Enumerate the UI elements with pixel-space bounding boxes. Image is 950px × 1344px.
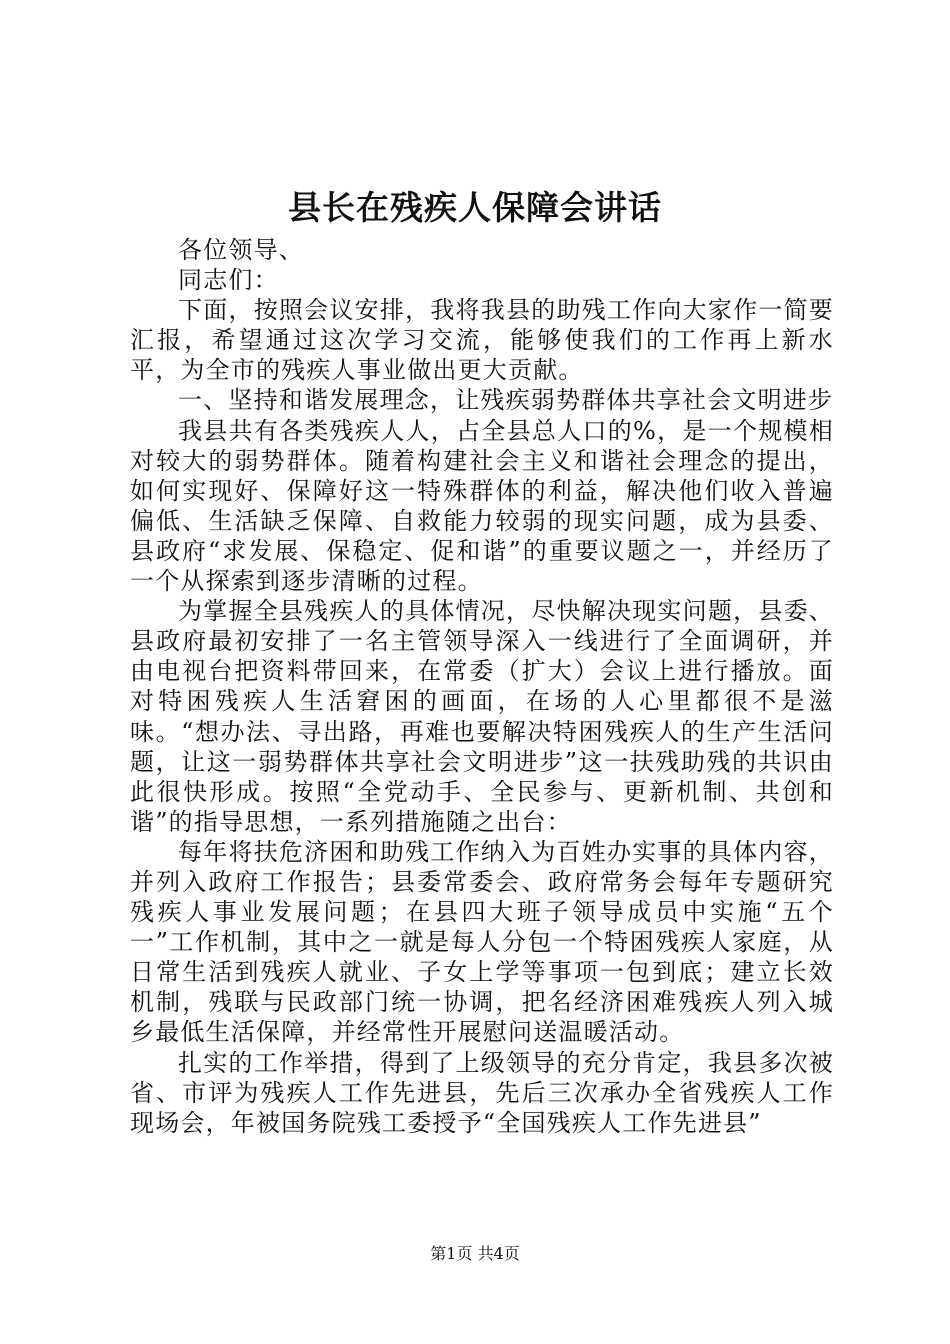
page-title: 县长在残疾人保障会讲话 xyxy=(288,188,662,227)
body-paragraph: 我县共有各类残疾人人，占全县总人口的%，是一个规模相对较大的弱势群体。随着构建社会主义和谐社会理念的提出，如何实现好、保障好这一特殊群体的利益，解决他们收入普遍偏低、生活缺乏保障、自救能力较弱的现实问题，成为县委、县政府“求发展、保稳定、促和谐”的重要议题之一，并经历了一个从探索到逐步清晰的过程。 xyxy=(130,416,834,596)
section-heading-1: 一、坚持和谐发展理念，让残疾弱势群体共享社会文明进步 xyxy=(178,386,834,415)
document-body xyxy=(130,235,834,1138)
salutation-leaders: 各位领导、 xyxy=(178,236,304,264)
body-paragraph: 扎实的工作举措，得到了上级领导的充分肯定，我县多次被省、市评为残疾人工作先进县，先后三次承办全省残疾人工作现场会，年被国务院残工委授予“全国残疾人工作先进县” xyxy=(130,1048,834,1137)
intro-paragraph: 下面，按照会议安排，我将我县的助残工作向大家作一简要汇报，希望通过这次学习交流，能够使我们的工作再上新水平，为全市的残疾人事业做出更大贡献。 xyxy=(130,296,834,385)
body-paragraph: 每年将扶危济困和助残工作纳入为百姓办实事的具体内容，并列入政府工作报告；县委常委会、政府常务会每年专题研究残疾人事业发展问题；在县四大班子领导成员中实施“五个一”工作机制，其中之一就是每人分包一个特困残疾人家庭，从日常生活到残疾人就业、子女上学等事项一包到底；建立长效机制，残联与民政部门统一协调，把名经济困难残疾人列入城乡最低生活保障，并经常性开展慰问送温暖活动。 xyxy=(130,837,834,1047)
body-paragraph: 为掌握全县残疾人的具体情况，尽快解决现实问题，县委、县政府最初安排了一名主管领导深入一线进行了全面调研，并由电视台把资料带回来，在常委（扩大）会议上进行播放。面对特困残疾人生活窘困的画面，在场的人心里都很不是滋味。“想办法、寻出路，再难也要解决特困残疾人的生产生活问题，让这一弱势群体共享社会文明进步”这一扶残助残的共识由此很快形成。按照“全党动手、全民参与、更新机制、共创和谐”的指导思想，一系列措施随之出台： xyxy=(130,597,834,836)
page-number-footer: 第1页 共4页 xyxy=(430,1244,520,1263)
salutation-comrades: 同志们： xyxy=(178,266,279,295)
